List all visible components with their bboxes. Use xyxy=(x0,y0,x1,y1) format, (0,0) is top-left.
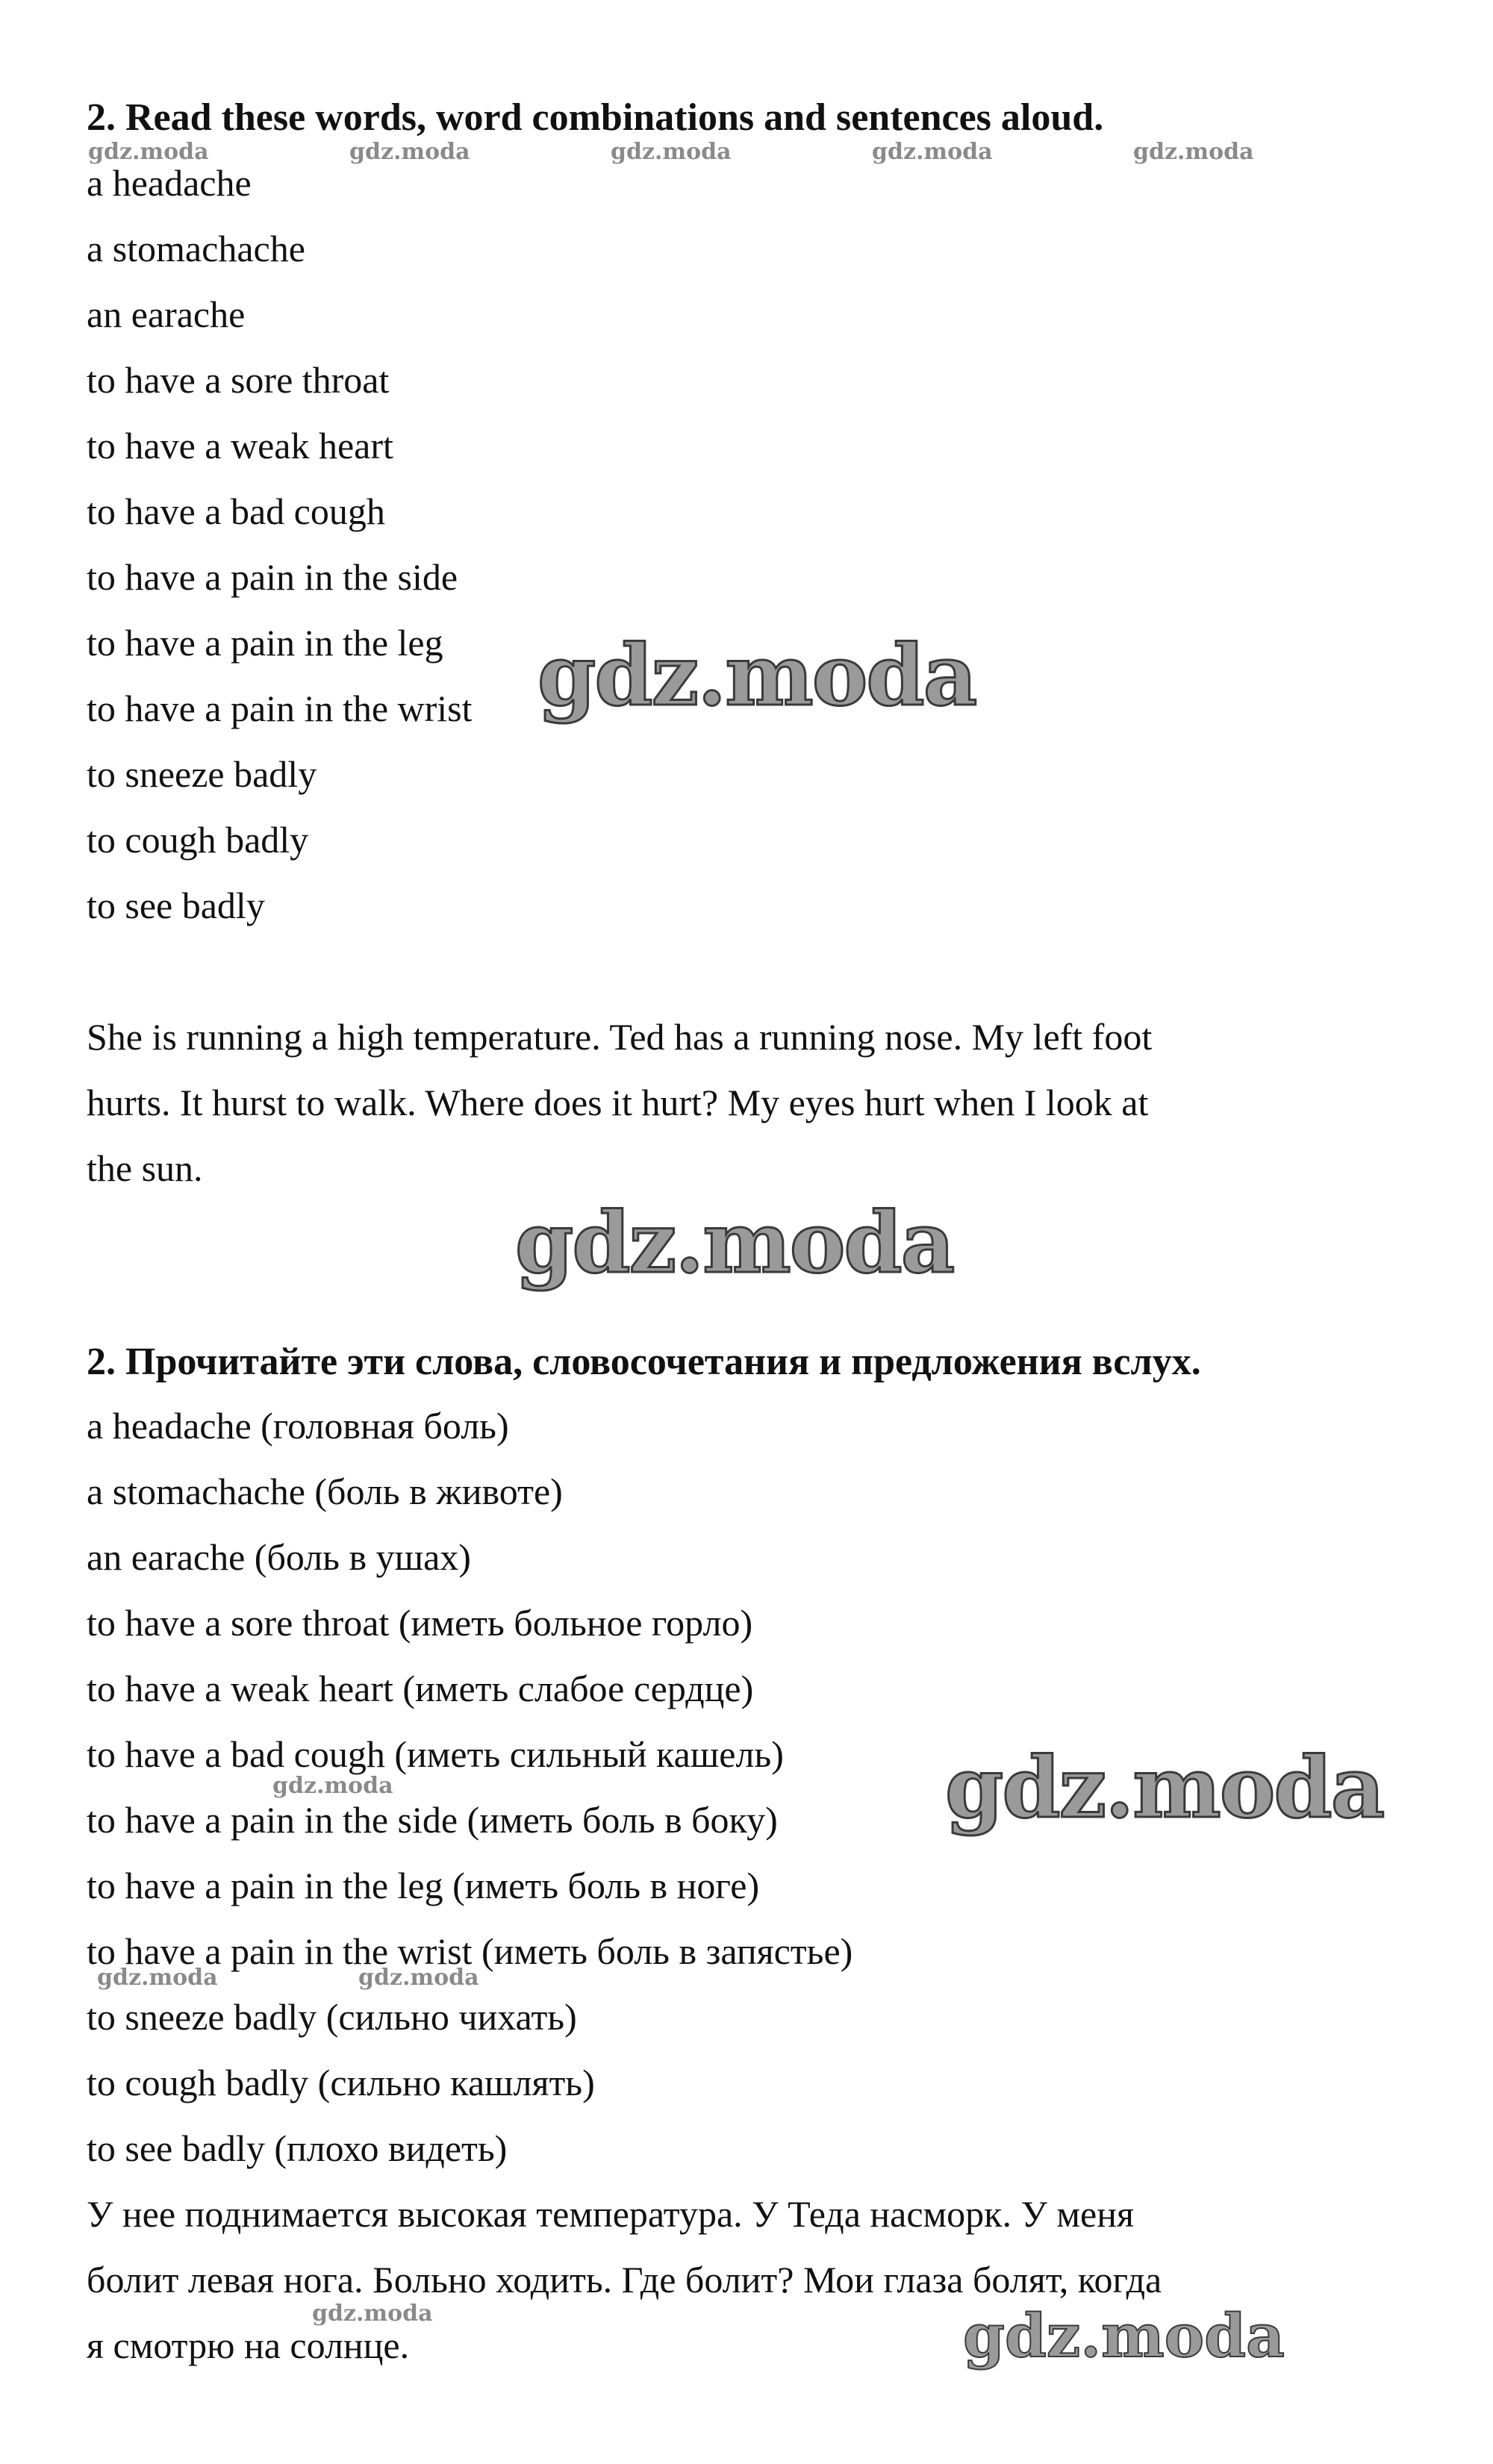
watermark: gdz.moda xyxy=(515,1194,954,1292)
watermark: gdz.moda xyxy=(872,139,993,165)
watermark: gdz.moda xyxy=(611,139,732,165)
paragraph-line: She is running a high temperature. Ted has a running nose. My left foot xyxy=(87,1016,1153,1058)
watermark: gdz.moda xyxy=(963,2301,1285,2371)
list-item: an earache xyxy=(87,293,246,335)
paragraph-line: У нее поднимается высокая температура. У Теда насморк. У меня xyxy=(87,2193,1134,2235)
list-item: to have a pain in the leg (иметь боль в ноге) xyxy=(87,1865,760,1906)
paragraph-line: hurts. It hurst to walk. Where does it hurt? My eyes hurt when I look at xyxy=(87,1082,1149,1123)
watermark: gdz.moda xyxy=(349,139,470,165)
paragraph-line: the sun. xyxy=(87,1147,203,1189)
list-item: to have a weak heart (иметь слабое сердце) xyxy=(87,1668,754,1709)
watermark: gdz.moda xyxy=(88,139,209,165)
list-item: a stomachache xyxy=(87,228,305,269)
list-item: to have a pain in the leg xyxy=(87,622,443,664)
paragraph-line: болит левая нога. Больно ходить. Где болит? Мои глаза болят, когда xyxy=(87,2259,1162,2301)
watermark: gdz.moda xyxy=(272,1773,393,1799)
list-item: to have a sore throat xyxy=(87,359,390,401)
watermark: gdz.moda xyxy=(537,627,976,725)
list-item: to have a bad cough xyxy=(87,490,385,532)
list-item: a headache xyxy=(87,162,252,204)
list-item: to see badly (плохо видеть) xyxy=(87,2127,508,2169)
watermark: gdz.moda xyxy=(358,1965,479,1991)
list-item: to have a pain in the wrist xyxy=(87,687,473,729)
list-item: an earache (боль в ушах) xyxy=(87,1536,471,1578)
list-item: to have a pain in the wrist (иметь боль в запястье) xyxy=(87,1930,853,1972)
heading-en: 2. Read these words, word combinations and sentences aloud. xyxy=(87,96,1104,139)
watermark: gdz.moda xyxy=(312,2301,433,2327)
list-item: to have a bad cough (иметь сильный кашель) xyxy=(87,1733,784,1775)
list-item: to have a weak heart xyxy=(87,425,393,467)
list-item: to cough badly (сильно кашлять) xyxy=(87,2062,595,2103)
list-item: to sneeze badly (сильно чихать) xyxy=(87,1996,577,2038)
paragraph-line: я смотрю на солнце. xyxy=(87,2324,410,2366)
list-item: a stomachache (боль в животе) xyxy=(87,1470,563,1512)
watermark: gdz.moda xyxy=(97,1965,218,1991)
list-item: to have a pain in the side xyxy=(87,556,458,598)
watermark: gdz.moda xyxy=(1133,139,1254,165)
heading-ru: 2. Прочитайте эти слова, словосочетания и предложения вслух. xyxy=(87,1341,1201,1383)
list-item: to have a sore throat (иметь больное горло) xyxy=(87,1602,753,1644)
list-item: a headache (головная боль) xyxy=(87,1405,509,1447)
list-item: to see badly xyxy=(87,885,265,926)
list-item: to cough badly xyxy=(87,819,309,861)
list-item: to sneeze badly xyxy=(87,753,317,795)
watermark: gdz.moda xyxy=(945,1739,1384,1837)
list-item: to have a pain in the side (иметь боль в боку) xyxy=(87,1799,778,1841)
